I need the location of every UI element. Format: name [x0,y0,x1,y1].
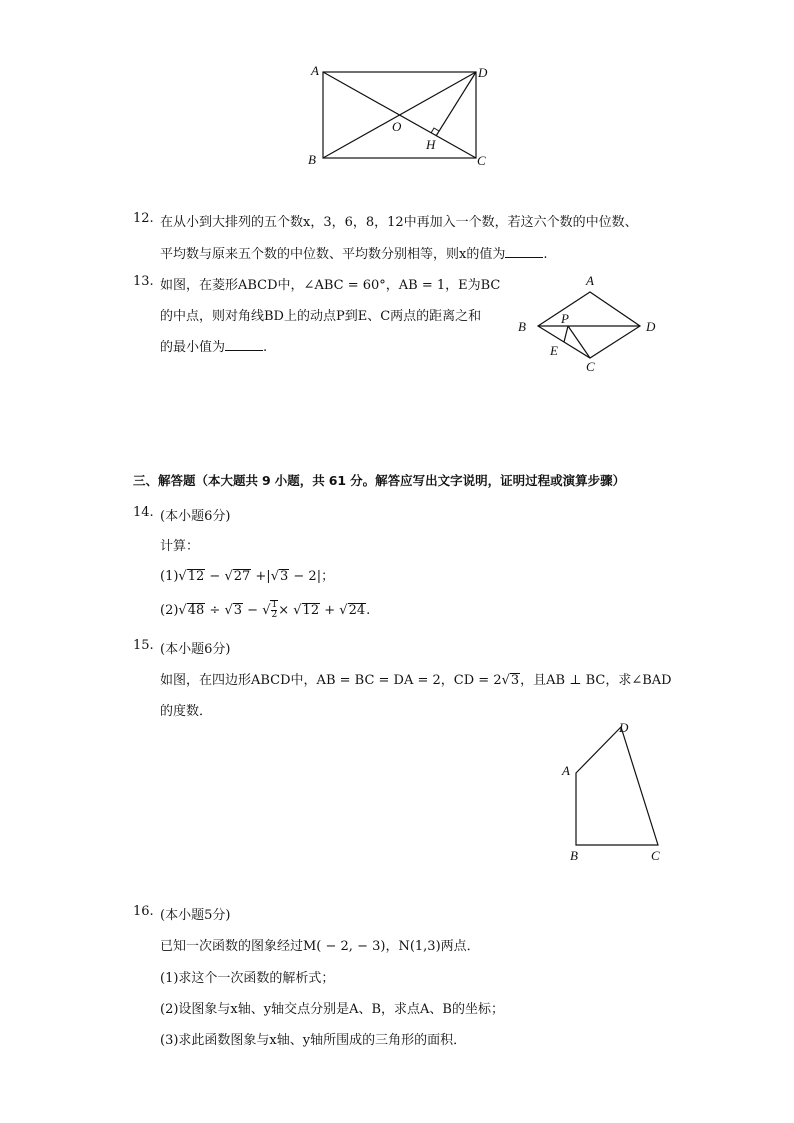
question-15-line1-tail: ，且AB ⊥ BC，求∠BAD [520,673,672,688]
label-A: A [562,763,570,778]
label-C: C [477,153,486,168]
numerator: 1 [271,600,278,610]
label-B: B [308,152,316,167]
label-D: D [646,319,656,334]
question-16-part2: (2)设图象与x轴、y轴交点分别是A、B，求点A、B的坐标； [160,1002,504,1017]
answer-blank[interactable] [225,338,263,351]
radicand: 24 [348,603,366,618]
label-C: C [651,848,660,863]
question-13-number: 13. [133,274,154,289]
question-14-prompt: 计算： [160,539,200,554]
operator: ÷ [205,603,225,618]
figure-quadrilateral-abcd [555,715,675,870]
question-16-part1: (1)求这个一次函数的解析式； [160,971,335,986]
fraction [271,601,277,620]
label-D: D [619,720,629,735]
question-14-number: 14. [133,505,154,520]
operator: + [320,603,340,618]
question-12-line2-text: 平均数与原来五个数的中位数、平均数分别相等，则x的值为 [160,247,506,262]
question-16-line1: 已知一次函数的图象经过M( − 2, − 3)，N(1,3)两点． [160,939,480,954]
section-3-score: 61 [328,473,347,488]
question-13-line3-text: 的最小值为 [160,340,226,355]
label-D: D [478,65,488,80]
question-16-score: (本小题5分) [160,908,231,923]
operator: − [243,603,263,618]
radicand: 3 [279,569,289,584]
radicand: 3 [233,603,243,618]
radicand: 12 [187,569,205,584]
figure-rhombus-abcd [510,270,670,380]
question-16-part3: (3)求此函数图象与x轴、y轴所围成的三角形的面积． [160,1033,467,1048]
answer-blank[interactable] [505,245,543,258]
question-12-line2 [160,243,547,262]
operator: × [278,603,294,618]
question-14-score: (本小题6分) [160,509,231,524]
radicand: 3 [510,673,520,688]
question-15-line1: 如图，在四边形ABCD中，AB = BC = DA = 2，CD = 2√3，且AB ⊥ BC，求∠BAD [160,673,672,688]
figure-rectangle-abcd [300,60,500,175]
part-label: (2) [160,603,179,618]
operator: +| [251,569,271,584]
section-3-count: 9 [262,473,271,488]
radicand: 48 [187,603,205,618]
section-3-heading [133,471,625,489]
denominator: 2 [271,610,278,620]
label-P: P [561,311,569,326]
label-A: A [311,63,319,78]
question-15-score: (本小题6分) [160,642,231,657]
question-14-part2: (2)√48 ÷ √3 − √ $\frac{1}{2}$ × √12 + √24. [160,600,371,620]
label-C: C [586,359,595,374]
radicand: 27 [233,569,251,584]
question-13-period: . [263,340,268,355]
question-12-period: . [543,247,548,262]
question-13-line1: 如图，在菱形ABCD中，∠ABC = 60°，AB = 1，E为BC [160,278,501,293]
question-13-line3 [160,336,267,355]
question-14-part1: (1)√12 − √27 +|√3 − 2|； [160,569,335,584]
label-H: H [426,137,436,152]
question-15-number: 15. [133,638,154,653]
question-15-line2: 的度数． [160,704,213,719]
expression-end: . [366,603,371,618]
label-E: E [550,343,558,358]
question-13-line2: 的中点，则对角线BD上的动点P到E、C两点的距离之和 [160,309,482,324]
part-label: (1) [160,569,179,584]
label-A: A [586,273,594,288]
radicand: 12 [302,603,320,618]
question-16-number: 16. [133,904,154,919]
section-3-title-b: 小题，共 [274,473,325,488]
label-B: B [570,848,578,863]
operator: − [205,569,225,584]
question-15-line1-text: 如图，在四边形ABCD中，AB = BC = DA = 2，CD = 2 [160,673,502,688]
section-3-title-a: 三、解答题（本大题共 [133,473,259,488]
question-12-number: 12. [133,211,154,226]
label-O: O [392,119,402,134]
expression-tail: − 2|； [289,569,335,584]
label-B: B [518,319,526,334]
question-12-line1: 在从小到大排列的五个数x，3，6，8，12中再加入一个数，若这六个数的中位数、 [160,215,638,230]
section-3-title-c: 分。解答应写出文字说明，证明过程或演算步骤） [350,473,626,488]
